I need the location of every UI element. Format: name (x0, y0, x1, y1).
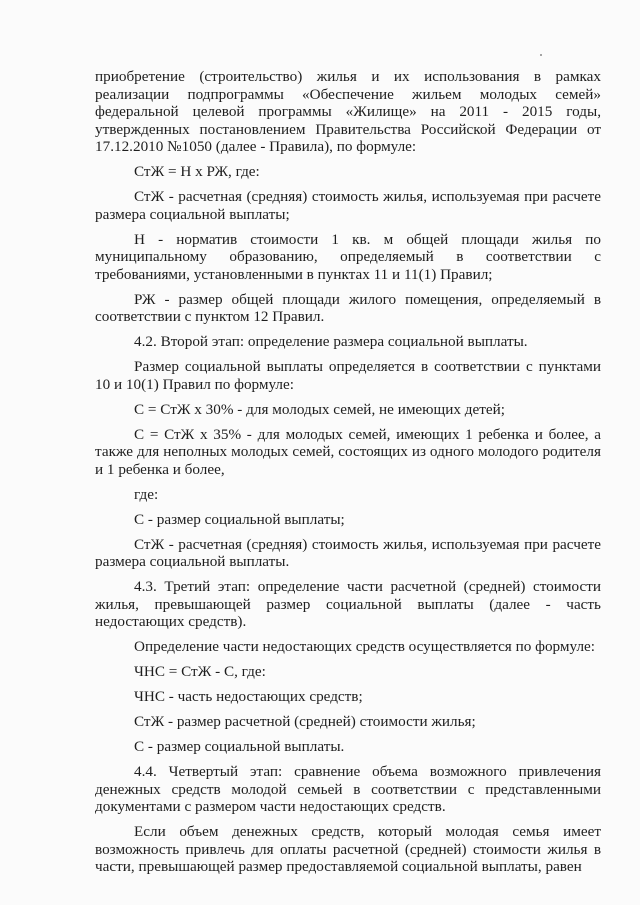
definition-stzh: СтЖ - расчетная (средняя) стоимость жилья, используемая при расчете размера социальной выплаты; (95, 188, 601, 223)
definition-rzh: РЖ - размер общей площади жилого помещения, определяемый в соответствии с пунктом 12 Правил. (95, 290, 601, 325)
definition-stzh: СтЖ - расчетная (средняя) стоимость жилья, используемая при расчете размера социальной выплаты. (95, 535, 601, 570)
definition-n: Н - норматив стоимости 1 кв. м общей площади жилья по муниципальному образованию, определяемый в соответствии с требованиями, установленными в пунктах 11 и 11(1) Правил; (95, 230, 601, 283)
formula-c-30: С = СтЖ х 30% - для молодых семей, не имеющих детей; (134, 400, 505, 418)
formula-chns: ЧНС = СтЖ - С, где: (134, 663, 266, 680)
definition-chns: ЧНС - часть недостающих средств; (134, 688, 363, 705)
formula-c-35: С = СтЖ х 35% - для молодых семей, имеющих 1 ребенка и более, а также для неполных молодых семей, состоящих из одного молодого родителя и 1 ребенка и более, (95, 425, 601, 478)
definition-stzh: СтЖ - размер расчетной (средней) стоимости жилья; (134, 713, 476, 730)
paragraph: Если объем денежных средств, который молодая семья имеет возможность привлечь для оплаты расчетной (средней) стоимости жилья в части, превышающей размер предоставляемой социальной выплаты, равен (95, 823, 601, 875)
where-label: где: (134, 485, 159, 503)
definition-c: С - размер социальной выплаты; (134, 510, 345, 528)
paragraph: приобретение (строительство) жилья и их использования в рамках реализации подпрограммы «Обеспечение жильем молодых семей» федеральной целевой программы «Жилище» на 2011 - 2015 годы, утвержденных постановлением Правительства Российской Федерации от 17.12.2010 №1050 (далее - Правила), по формуле: (95, 68, 601, 155)
paragraph: Определение части недостающих средств осуществляется по формуле: (134, 638, 595, 655)
section-heading-4-3: 4.3. Третий этап: определение части расчетной (средней) стоимости жилья, превышающей размер социальной выплаты (далее - часть недостающих средств). (95, 578, 601, 630)
definition-c: С - размер социальной выплаты. (134, 738, 345, 755)
paragraph: Размер социальной выплаты определяется в соответствии с пунктами 10 и 10(1) Правил по формуле: (95, 358, 601, 393)
document-body (95, 68, 601, 883)
section-heading-4-4: 4.4. Четвертый этап: сравнение объема возможного привлечения денежных средств молодой семьей в соответствии с представленными документами с размером части недостающих средств. (95, 763, 601, 815)
formula-stzh: СтЖ = Н х РЖ, где: (134, 163, 260, 180)
section-heading-4-2: 4.2. Второй этап: определение размера социальной выплаты. (134, 333, 528, 350)
scan-speck (540, 54, 542, 56)
